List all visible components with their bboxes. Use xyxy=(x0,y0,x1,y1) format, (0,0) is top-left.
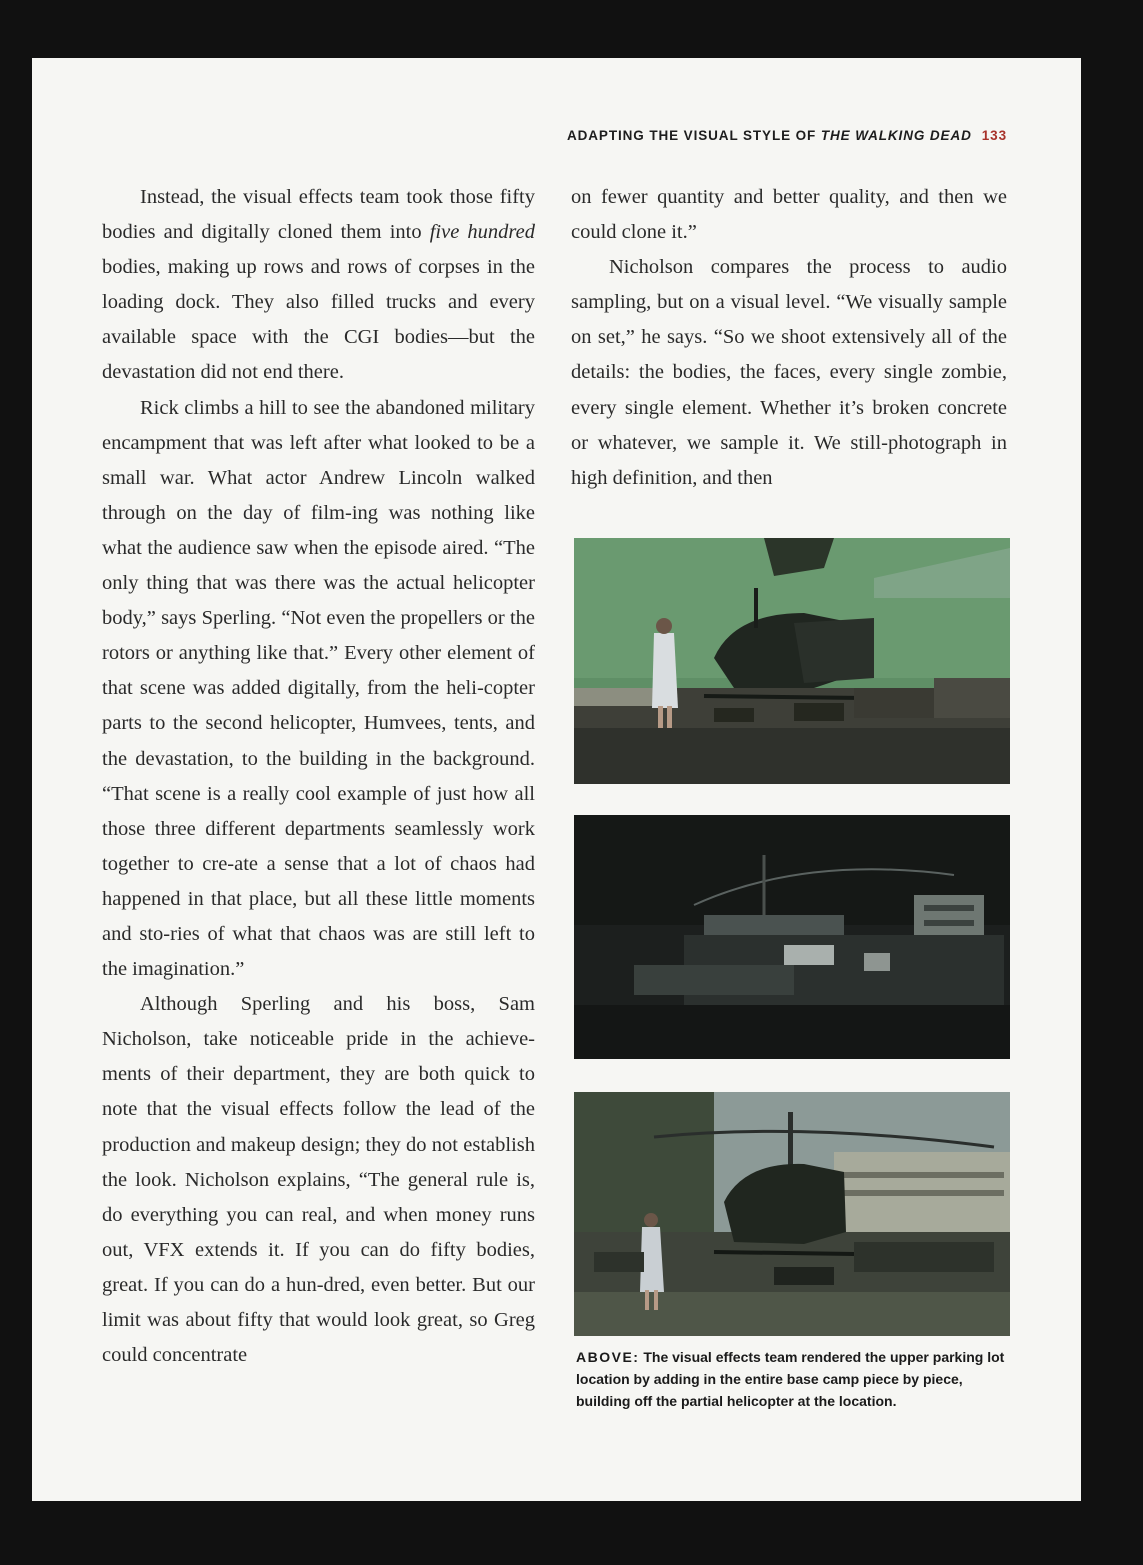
running-head-title: THE WALKING DEAD xyxy=(820,128,972,143)
paragraph-1-start: Instead, the visual effects team took those fifty bodies and digitally cloned them into xyxy=(102,186,535,244)
photo-cg-element-pass xyxy=(574,815,1010,1059)
caption-lead: ABOVE: xyxy=(576,1349,640,1365)
paragraph-4: on fewer quantity and better quality, and then we could clone it.” xyxy=(571,186,1007,244)
paragraph-5: Nicholson compares the process to audio sampling, but on a visual level. “We visually sample on set,” he says. “So we shoot extensively all of the details: the bodies, the faces, every single zombie, every single element. Whether it’s broken concrete or whatever, we sample it. We still-photograph in high definition, and then xyxy=(571,256,1007,489)
paragraph-1-emphasis: five hundred xyxy=(429,221,535,244)
caption-text: The visual effects team rendered the upper parking lot location by adding in the entire base camp piece by piece, building off the partial helicopter at the location. xyxy=(576,1349,1005,1409)
paragraph-3: Although Sperling and his boss, Sam Nicholson, take noticeable pride in the achieve-ments of their department, they are both quick to note that the visual effects follow the lead of the production and makeup design; they do not establish the look. Nicholson explains, “The general rule is, do everything you can real, and when money runs out, VFX extends it. If you can do fifty bodies, great. If you can do a hun-dred, even better. But our limit was about fifty that would look great, so Greg could concentrate xyxy=(102,993,535,1367)
left-column xyxy=(102,180,535,1373)
paragraph-1 xyxy=(102,180,535,391)
paragraph-1-end: bodies, making up rows and rows of corpses in the loading dock. They also filled trucks and every available space with the CGI bodies—but the devastation did not end there. xyxy=(102,256,535,384)
photo-greenscreen-plate xyxy=(574,538,1010,784)
page-number: 133 xyxy=(981,128,1007,143)
running-head xyxy=(567,128,1007,143)
right-column xyxy=(571,180,1007,496)
photo-caption xyxy=(576,1346,1012,1412)
photo-final-composite xyxy=(574,1092,1010,1336)
running-head-prefix: ADAPTING THE VISUAL STYLE OF xyxy=(566,128,821,143)
book-page xyxy=(32,58,1081,1501)
paragraph-2: Rick climbs a hill to see the abandoned military encampment that was left after what looked to be a small war. What actor Andrew Lincoln walked through on the day of film-ing was nothing like what the audience saw when the episode aired. “The only thing that was there was the actual helicopter body,” says Sperling. “Not even the propellers or the rotors or anything like that.” Every other element of that scene was added digitally, from the heli-copter parts to the second helicopter, Humvees, tents, and the devastation, to the building in the background. “That scene is a really cool example of just how all those three different departments seamlessly work together to cre-ate a sense that a lot of chaos had happened in that place, but all these little moments and sto-ries of what that chaos was are still left to the imagination.” xyxy=(102,396,535,981)
